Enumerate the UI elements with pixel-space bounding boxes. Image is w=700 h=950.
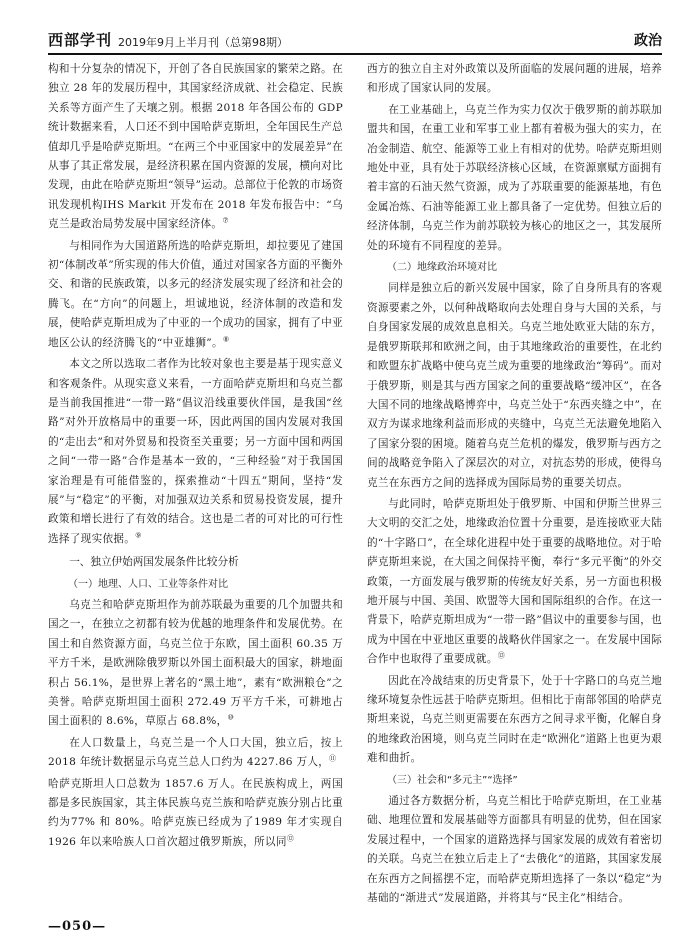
paragraph-text: 构和十分复杂的情况下，开创了各自民族国家的繁荣之路。在独立 28 年的发展历程中，其国家经济成就、社会稳定、民族关系等方面产生了天壤之别。根据 2018 年各国公布的 GDP 统计数据来看，人口还不到中国哈萨克斯坦，全年国民生产总值却几乎是哈萨克斯坦。“在两三个中亚国家中的发展差异”在从事了其正常发展，是经济积累在国内资源的发展，横向对比发现，由此在哈萨克斯坦“领导”运动。总部位于伦敦的市场资讯发现机构IHS Markit 开发布在 2018 年发布报告中：“乌克兰是政治局势发展中国家经济体。 (48, 63, 343, 231)
subsection-heading (367, 258, 662, 277)
footnote-marker[interactable]: ⑫ (286, 834, 295, 843)
paragraph (367, 101, 662, 256)
paragraph (48, 596, 343, 732)
paragraph (48, 775, 343, 853)
paragraph-text: 一、独立伊始两国发展条件比较分析 (69, 556, 239, 569)
paragraph-text: （二）地缘政治环境对比 (387, 262, 497, 274)
subsection-heading (367, 771, 662, 790)
paragraph (367, 279, 662, 492)
paragraph-text: （一）地理、人口、工业等条件对比 (68, 578, 228, 590)
paragraph (48, 60, 343, 235)
paragraph-text: 在人口数量上，乌克兰是一个人口大国，独立后，按上 2018 年统计数据显示乌克兰总人口约为 4227.86 万人， (48, 736, 343, 769)
footnote-marker[interactable]: ⑦ (222, 216, 229, 225)
paragraph (367, 60, 662, 99)
paragraph-text: 与此同时，哈萨克斯坦处于俄罗斯、中国和伊斯兰世界三大文明的交汇之处，地缘政治位置十分重要，是连接欧亚大陆的“十字路口”，在全球化进程中处于重要的战略地位。对于哈萨克斯坦来说，在大国之间保持平衡，奉行“多元平衡”的外交政策，一方面发展与俄罗斯的传统友好关系，另一方面也积极地开展与中国、美国、欧盟等大国和国际组织的合作。在这一背景下，哈萨克斯坦成为“一带一路”倡议中的重要参与国，也成为中国在中亚地区重要的战略伙伴国家之一。在发展中国际合作中也取得了重要成就。 (367, 497, 662, 666)
page-header (48, 24, 662, 55)
paragraph-text: （三）社会和“多元主”“选择” (387, 774, 518, 786)
footnote-marker[interactable]: ⑩ (227, 713, 235, 722)
article-body (48, 60, 662, 905)
paragraph (367, 495, 662, 670)
journal-name: 西部学刊 (48, 31, 113, 49)
paragraph-text: 通过各方数据分析，乌克兰相比于哈萨克斯坦，在工业基础、地理位置和发展基础等方面都具有明显的优势，但在国家发展过程中，一个国家的道路选择与国家发展的成效有着密切的关联。乌克兰在独立后走上了“去俄化”的道路，其国家发展在东西方之间摇摆不定，而哈萨克斯坦选择了一条以“稳定”为基础的“渐进式”发展道路，并将其与“民主化”相结合。 (367, 795, 662, 905)
header-left (48, 29, 288, 50)
left-column (48, 60, 343, 898)
issue-info: 2019年9月上半月刊（总第98期） (118, 36, 289, 49)
paragraph-text: 因此在冷战结束的历史背景下，处于十字路口的乌克兰地缘环境复杂性远甚于哈萨克斯坦。但相比于南部邻国的哈萨克斯坦来说，乌克兰则更需要在东西方之间寻求平衡，化解自身的地缘政治困境，则乌克兰同时在走“欧洲化”道路上也更为艰难和曲折。 (367, 674, 662, 765)
paragraph (48, 355, 343, 549)
footnote-marker[interactable]: ⑬ (497, 651, 506, 660)
subsection-heading (48, 575, 343, 594)
paragraph-text: 在工业基础上，乌克兰作为实力仅次于俄罗斯的前苏联加盟共和国，在重工业和军事工业上都有着极为强大的实力，在冶金制造、航空、能源等工业上有相对的优势。哈萨克斯坦则地处中亚，具有处于苏联经济核心区域，在资源禀赋方面拥有着丰富的石油天然气资源，成为了苏联重要的能源基地，有色金属冶炼、石油等能源工业上都具备了一定优势。但独立后的经济体制，乌克兰作为前苏联较为核心的地区之一，其发展所处的环境有不同程度的差异。 (367, 103, 662, 252)
footnote-marker[interactable]: ⑧ (222, 335, 230, 344)
paragraph (48, 237, 343, 353)
paragraph (367, 792, 662, 908)
paragraph-text: 本文之所以选取二者作为比较对象也主要是基于现实意义和客观条件。从现实意义来看，一方面哈萨克斯坦和乌克兰都是当前我国推进“一带一路”倡议沿线重要伙伴国，是我国“丝路”对外开放格局中的重要一环，因此两国的国内发展对我国的“走出去”和对外贸易和投资至关重要；另一方面中国和两国之间“一带一路”合作是基本一致的，“三种经验”对于我国国家治理是有可能借鉴的，探索推动“十四五”期间，坚持“发展”与“稳定”的平衡，对加强双边关系和贸易投资发展，提升政策和增长进行了有效的结合。这也是二者的可对比的可行性选择了现实依据。 (48, 358, 343, 545)
section-heading (48, 553, 343, 572)
paragraph-text: 同样是独立后的新兴发展中国家，除了自身所具有的客观资源要素之外，以何种战略取向去处理自身与大国的关系，与自身国家发展的成效息息相关。乌克兰地处欧亚大陆的东方，是俄罗斯联邦和欧洲之间，由于其地缘政治的重要性，在北约和欧盟东扩战略中使乌克兰成为重要的地缘政治“筹码”。而对于俄罗斯，则是其与西方国家之间的重要战略“缓冲区”，在各大国不同的地缘战略博弈中，乌克兰处于“东西夹缝之中”，在双方为谋求地缘利益而形成的夹缝中，乌克兰无法避免地陷入了国家分裂的困境。随着乌克兰危机的爆发，俄罗斯与西方之间的战略竞争陷入了深层次的对立，对抗态势的形成，使得乌克兰在东西方之间的选择成为国际局势的重要关切点。 (367, 282, 662, 489)
section-label: 政治 (634, 33, 662, 49)
footnote-marker[interactable]: ⑪ (329, 754, 337, 763)
paragraph-text: 与相同作为大国道路所选的哈萨克斯坦，却拉要见了建国初“体制改革”所实现的伟大价值，通过对国家各方面的平衡外交、和谐的民族政策，以多元的经济发展实现了经济和社会的腾飞。在“方向”的问题上，坦诚地说，经济体制的改造和发展，使哈萨克斯坦成为了中亚的一个成功的国家，拥有了中亚地区公认的经济腾飞的“中亚雄狮”。 (48, 239, 343, 349)
paragraph-text: 哈萨克斯坦人口总数为 1857.6 万人。在民族构成上，两国都是多民族国家，其主体民族乌克兰族和哈萨克族分别占比重约为77% 和 80%。哈萨克族已经成为了1989 年才实现自 1926 年以来哈族人口首次超过俄罗斯族，所以同 (48, 777, 343, 848)
footnote-marker[interactable]: ⑨ (135, 531, 142, 540)
right-column (367, 60, 662, 905)
paragraph (367, 672, 662, 769)
paragraph-text: 西方的独立自主对外政策以及所面临的发展问题的进展，培养和形成了国家认同的发展。 (367, 63, 662, 95)
paragraph (48, 734, 343, 773)
paragraph-text: 乌克兰和哈萨克斯坦作为前苏联最为重要的几个加盟共和国之一，在独立之初都有较为优越的地理条件和发展优势。在国土和自然资源方面，乌克兰位于东欧，国土面积 60.35 万平方千米，是欧洲除俄罗斯以外国土面积最大的国家，耕地面积占 56.1%，是世界上著名的“黑土地”，素有“欧洲粮仓”之美誉。哈萨克斯坦国土面积 272.49 万平方千米，可耕地占国土面积的 8.6%，草原占 68.8%， (48, 598, 343, 728)
page-number: —050— (48, 919, 107, 934)
